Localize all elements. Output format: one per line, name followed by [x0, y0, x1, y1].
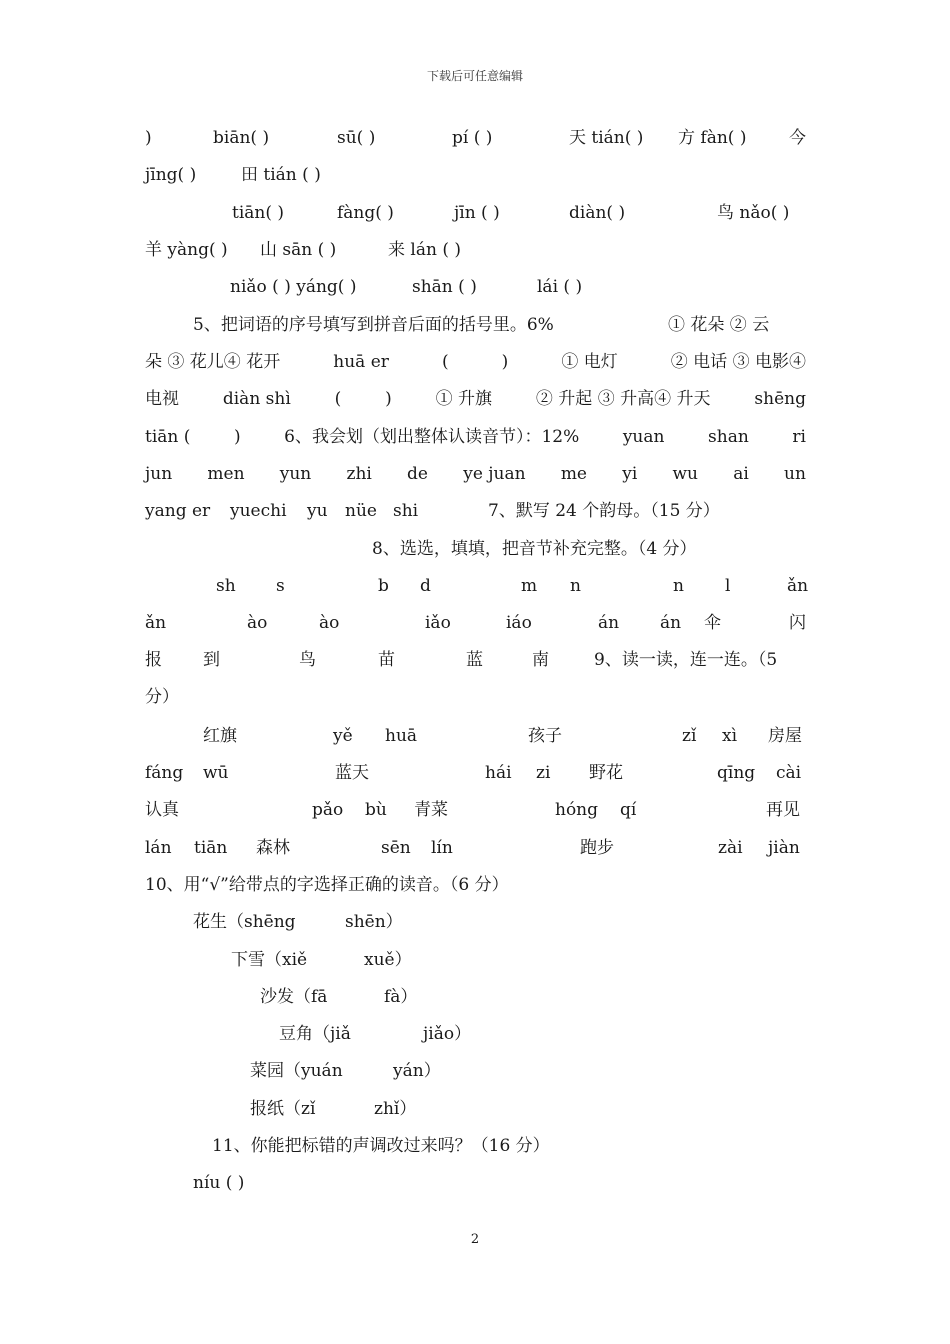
text-line: [0, 646, 950, 674]
text-segment: ào: [247, 613, 268, 633]
text-segment: zǐ: [682, 726, 697, 746]
text-segment: 10、用“√”给带点的字选择正确的读音。（6 分）: [145, 875, 509, 895]
text-segment: 报纸（zǐ: [250, 1099, 316, 1119]
text-segment: biān( ): [213, 128, 270, 148]
text-segment: yun: [279, 464, 312, 484]
text-segment: ② 电话 ③ 电影④: [670, 352, 806, 372]
text-segment: (: [441, 352, 449, 372]
text-segment: 6、我会划（划出整体认读音节）：12%: [284, 427, 580, 447]
text-segment: tiān( ): [232, 203, 285, 223]
text-segment: wū: [203, 763, 229, 783]
text-segment: 报: [145, 650, 162, 670]
text-segment: ào: [319, 613, 340, 633]
text-segment: pí ( ): [452, 128, 493, 148]
text-segment: de: [407, 464, 428, 484]
text-segment: 朵 ③ 花儿④ 花开: [145, 352, 281, 372]
text-segment: yang er: [145, 501, 211, 521]
text-segment: 孩子: [528, 726, 562, 746]
text-segment: 红旗: [203, 726, 237, 746]
text-segment: me: [560, 464, 587, 484]
text-segment: pǎo: [312, 800, 344, 820]
text-line: [0, 796, 950, 824]
text-segment: 伞: [704, 613, 721, 633]
text-segment: ): [501, 352, 509, 372]
text-segment: n: [570, 576, 581, 596]
text-line: [0, 683, 950, 711]
text-segment: nüe: [345, 501, 377, 521]
text-segment: 田 tián ( ): [241, 165, 321, 185]
text-segment: 11、你能把标错的声调改过来吗？（16 分）: [212, 1136, 550, 1156]
text-segment: án: [660, 613, 682, 633]
justified-line: [145, 348, 806, 376]
text-segment: jun: [145, 464, 173, 484]
text-segment: 闪: [789, 613, 806, 633]
text-line: [0, 423, 950, 451]
text-segment: 9、读一读，连一连。（5: [594, 650, 778, 670]
justified-line: [145, 385, 806, 413]
text-segment: 分）: [145, 687, 179, 707]
page-number: 2: [470, 1232, 480, 1247]
text-line: [0, 1132, 950, 1160]
text-segment: yuechi: [230, 501, 287, 521]
text-segment: yán）: [393, 1061, 441, 1081]
text-segment: 森林: [256, 838, 290, 858]
text-line: [0, 983, 950, 1011]
text-segment: l: [725, 576, 731, 596]
text-segment: 豆角（jiǎ: [279, 1024, 351, 1044]
text-segment: un: [784, 464, 806, 484]
text-segment: 方 fàn( ): [678, 128, 747, 148]
text-segment: 沙发（fā: [260, 987, 328, 1007]
text-segment: (: [334, 389, 342, 409]
text-segment: 鸟: [299, 650, 316, 670]
text-segment: 苗: [378, 650, 395, 670]
text-segment: yě: [333, 726, 353, 746]
text-segment: ǎn: [145, 613, 167, 633]
text-line: [0, 124, 950, 152]
text-line: [0, 908, 950, 936]
text-segment: ① 升旗: [435, 389, 493, 409]
text-segment: sū( ): [337, 128, 376, 148]
text-segment: zhǐ）: [374, 1099, 417, 1119]
text-segment: huā er: [333, 352, 389, 372]
text-line: [0, 759, 950, 787]
text-segment: zhi: [346, 464, 372, 484]
text-segment: 5、把词语的序号填写到拼音后面的括号里。6%: [193, 315, 554, 335]
text-segment: 认真: [145, 800, 179, 820]
text-line: [0, 1057, 950, 1085]
text-segment: tiān (: [145, 427, 191, 447]
text-line: [0, 609, 950, 637]
text-line: [0, 385, 950, 413]
text-segment: xì: [722, 726, 738, 746]
text-segment: s: [276, 576, 285, 596]
text-segment: wu: [672, 464, 698, 484]
text-segment: ye juan: [463, 464, 526, 484]
text-segment: 野花: [589, 763, 623, 783]
text-line: [0, 834, 950, 862]
text-line: [0, 161, 950, 189]
text-segment: shēn）: [345, 912, 403, 932]
text-segment: hái: [485, 763, 512, 783]
text-segment: lái ( ): [537, 277, 583, 297]
text-segment: shan: [708, 427, 749, 447]
text-line: [0, 311, 950, 339]
text-segment: 南: [532, 650, 549, 670]
text-segment: n: [673, 576, 684, 596]
text-line: [0, 273, 950, 301]
text-line: [0, 348, 950, 376]
text-segment: yu: [307, 501, 328, 521]
text-segment: 再见: [766, 800, 800, 820]
text-segment: ai: [733, 464, 749, 484]
text-line: [0, 1095, 950, 1123]
text-line: [0, 722, 950, 750]
text-segment: fà）: [384, 987, 418, 1007]
text-segment: ① 花朵 ② 云: [668, 315, 770, 335]
text-segment: shān ( ): [412, 277, 477, 297]
text-segment: men: [207, 464, 245, 484]
text-segment: ① 电灯: [561, 352, 618, 372]
text-segment: tiān: [194, 838, 228, 858]
text-segment: bù: [365, 800, 387, 820]
text-segment: yuan: [622, 427, 665, 447]
text-line: [0, 236, 950, 264]
text-segment: m: [521, 576, 538, 596]
text-segment: 菜园（yuán: [250, 1061, 343, 1081]
text-segment: b: [378, 576, 389, 596]
text-segment: jīn ( ): [454, 203, 500, 223]
text-segment: 鸟 nǎo( ): [717, 203, 790, 223]
text-segment: 天 tián( ): [569, 128, 644, 148]
text-segment: sh: [216, 576, 236, 596]
text-segment: huā: [385, 726, 418, 746]
text-segment: 蓝: [466, 650, 483, 670]
text-segment: qí: [620, 800, 637, 820]
text-segment: jiàn: [768, 838, 800, 858]
text-segment: ② 升起 ③ 升高④ 升天: [535, 389, 711, 409]
text-segment: 8、选选，填填，把音节补充完整。（4 分）: [372, 539, 697, 559]
text-segment: 山 sān ( ): [260, 240, 337, 260]
text-segment: 7、默写 24 个韵母。（15 分）: [488, 501, 720, 521]
text-segment: 青菜: [414, 800, 448, 820]
text-segment: fàng( ): [337, 203, 394, 223]
text-segment: níu ( ): [193, 1173, 245, 1193]
page-header: 下载后可任意编辑: [426, 69, 523, 83]
text-segment: 到: [203, 650, 220, 670]
text-segment: 今: [789, 128, 806, 148]
text-segment: iǎo: [425, 613, 451, 633]
text-segment: 房屋: [768, 726, 802, 746]
text-segment: qīng: [717, 763, 756, 783]
text-segment: ǎn: [787, 576, 809, 596]
text-segment: jīng( ): [145, 165, 197, 185]
text-segment: zi: [536, 763, 551, 783]
text-segment: shi: [393, 501, 419, 521]
text-segment: jiǎo）: [423, 1024, 472, 1044]
text-segment: 跑步: [580, 838, 614, 858]
text-segment: diàn( ): [569, 203, 626, 223]
text-segment: diàn shì: [222, 389, 291, 409]
justified-line: [145, 460, 806, 488]
text-segment: shēng: [754, 389, 806, 409]
justified-line: [145, 423, 806, 451]
text-segment: yi: [622, 464, 638, 484]
text-line: [0, 497, 950, 525]
text-segment: ): [145, 128, 152, 148]
text-segment: sēn: [381, 838, 411, 858]
text-line: [0, 460, 950, 488]
text-segment: 花生（shēng: [193, 912, 296, 932]
text-segment: 下雪（xiě: [231, 950, 308, 970]
text-segment: hóng: [555, 800, 599, 820]
text-line: [0, 871, 950, 899]
text-segment: 蓝天: [335, 763, 369, 783]
text-segment: 来 lán ( ): [388, 240, 461, 260]
text-segment: lín: [431, 838, 453, 858]
text-line: [0, 535, 950, 563]
text-segment: ): [233, 427, 241, 447]
text-segment: ri: [792, 427, 806, 447]
text-line: [0, 199, 950, 227]
text-segment: 羊 yàng( ): [145, 240, 228, 260]
text-segment: iáo: [506, 613, 532, 633]
text-segment: án: [598, 613, 620, 633]
text-line: [0, 1020, 950, 1048]
text-line: [0, 1169, 950, 1197]
text-segment: cài: [776, 763, 802, 783]
text-segment: fáng: [145, 763, 184, 783]
text-segment: niǎo ( ) yáng( ): [230, 277, 357, 297]
text-segment: lán: [145, 838, 172, 858]
text-segment: d: [420, 576, 431, 596]
text-line: [0, 946, 950, 974]
text-line: [0, 572, 950, 600]
text-segment: 电视: [145, 389, 179, 409]
text-segment: ): [385, 389, 392, 409]
text-segment: xuě）: [364, 950, 412, 970]
text-segment: zài: [718, 838, 743, 858]
